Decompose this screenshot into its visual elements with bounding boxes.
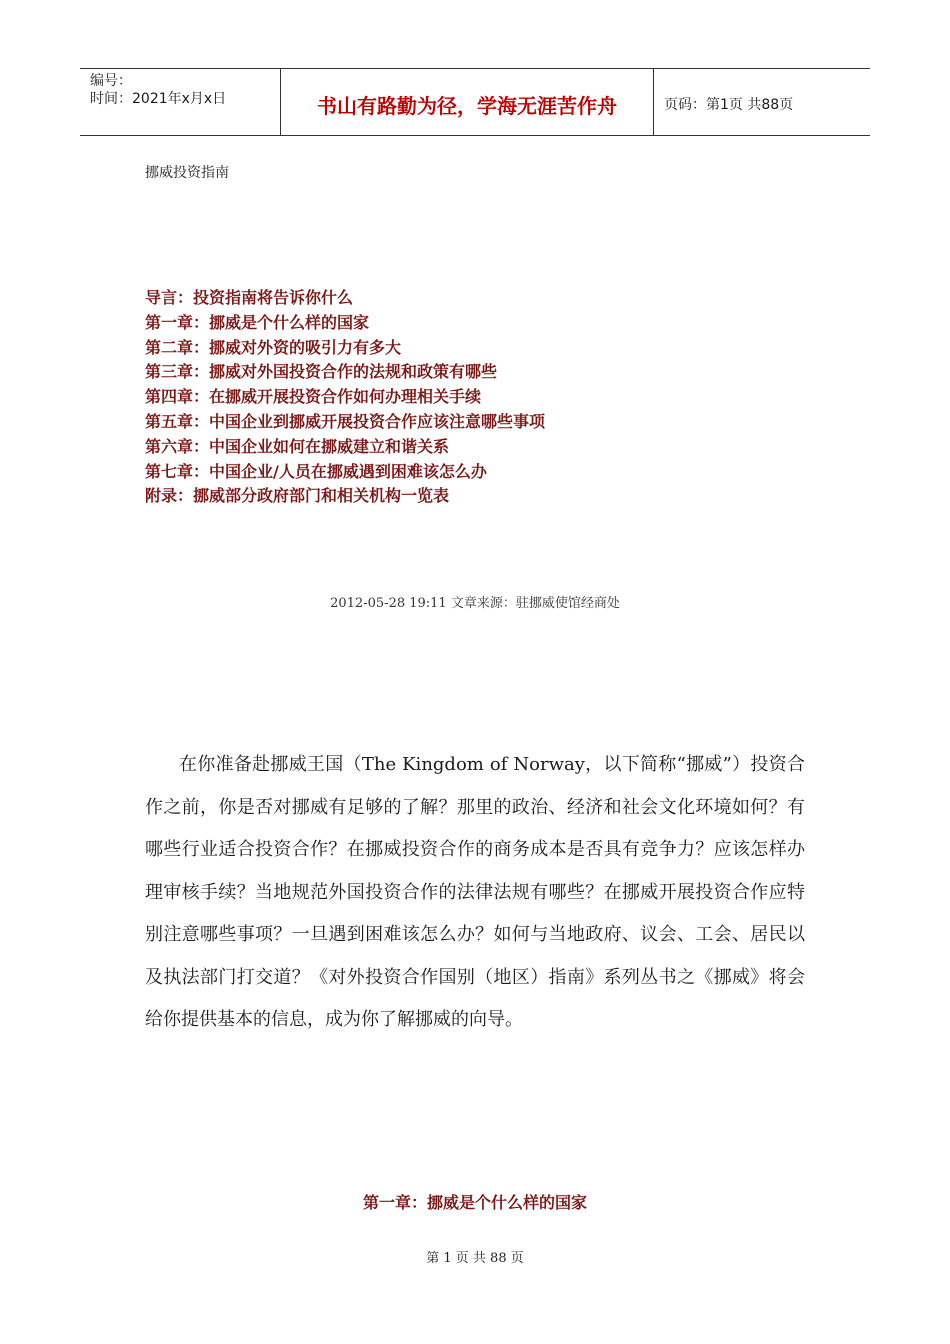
page-footer: 第 1 页 共 88 页 (426, 1251, 524, 1266)
toc-item: 第三章：挪威对外国投资合作的法规和政策有哪些 (145, 362, 498, 382)
header-motto: 书山有路勤为径，学海无涯苦作舟 (281, 69, 654, 135)
header-number-label: 编号： (90, 73, 132, 89)
table-of-contents (145, 286, 545, 509)
chapter-heading: 第一章：挪威是个什么样的国家 (362, 1193, 587, 1212)
toc-item: 第七章：中国企业/人员在挪威遇到困难该怎么办 (145, 461, 487, 481)
toc-item: 第四章：在挪威开展投资合作如何办理相关手续 (145, 387, 482, 407)
toc-item: 第二章：挪威对外资的吸引力有多大 (145, 337, 402, 357)
toc-item: 附录：挪威部分政府部门和相关机构一览表 (145, 486, 450, 506)
toc-item: 导言：投资指南将告诉你什么 (145, 288, 354, 307)
toc-item: 第五章：中国企业到挪威开展投资合作应该注意哪些事项 (145, 411, 546, 431)
intro-paragraph: 在你准备赴挪威王国（The Kingdom of Norway，以下简称“挪威”）投资合作之前，你是否对挪威有足够的了解？那里的政治、经济和社会文化环境如何？有哪些行业适合投资合作？在挪威投资合作的商务成本是否具有竞争力？应该怎样办理审核手续？当地规范外国投资合作的法律法规有哪些？在挪威开展投资合作应特别注意哪些事项？一旦遇到困难该怎么办？如何与当地政府、议会、工会、居民以及执法部门打交道？《对外投资合作国别（地区）指南》系列丛书之《挪威》将会给你提供基本的信息，成为你了解挪威的向导。 (145, 754, 805, 1030)
toc-item: 第一章：挪威是个什么样的国家 (145, 312, 370, 332)
header-meta (80, 69, 281, 135)
toc-item: 第六章：中国企业如何在挪威建立和谐关系 (145, 436, 450, 456)
page-header (80, 68, 870, 136)
header-page-info: 页码：第1页 共88页 (664, 97, 794, 113)
document-title: 挪威投资指南 (145, 165, 229, 181)
header-date-label: 时间：2021年x月x日 (90, 91, 227, 107)
source-line: 2012-05-28 19:11 文章来源：驻挪威使馆经商处 (330, 596, 620, 611)
